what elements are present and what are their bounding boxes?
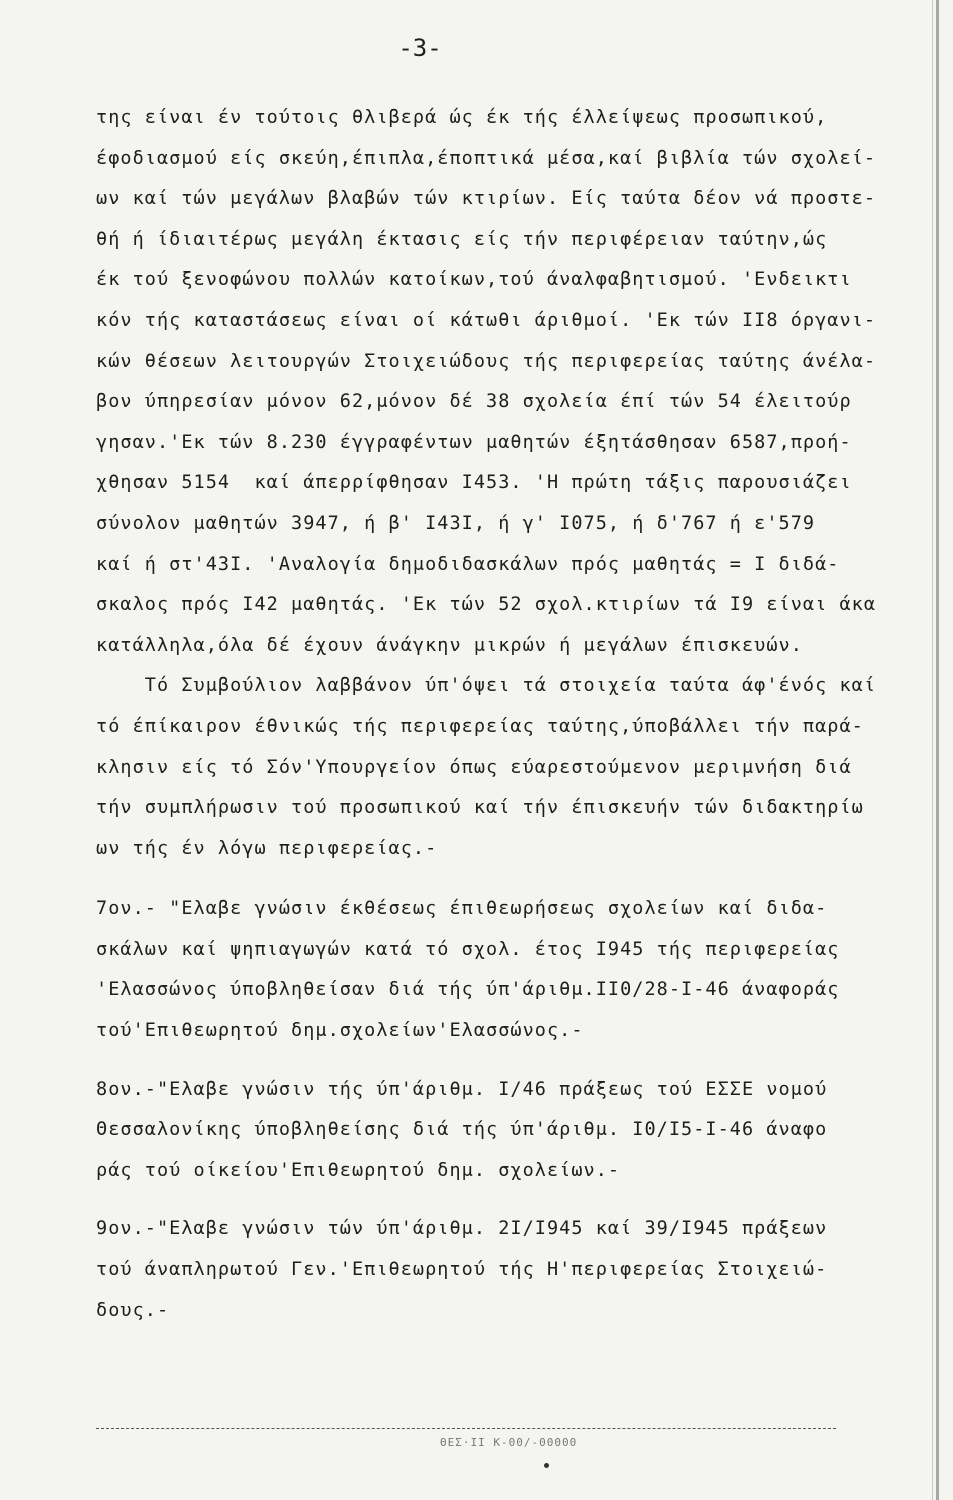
text-line: 7ον.- "Ελαβε γνώσιν έκθέσεως έπιθεωρήσεως σχολείων καί διδα- (96, 898, 828, 920)
text-line: 9ον.-"Ελαβε γνώσιν τών ύπ'άριθμ. 2Ι/Ι945 καί 39/Ι945 πράξεων (96, 1218, 828, 1240)
text-line: γησαν.'Εκ τών 8.230 έγγραφέντων μαθητών έξητάσθησαν 6587,προή- (96, 431, 852, 453)
text-line: θή ή ίδιαιτέρως μεγάλη έκτασις είς τήν περιφέρειαν ταύτην,ώς (96, 228, 828, 250)
text-line: ων καί τών μεγάλων βλαβών τών κτιρίων. Είς ταύτα δέον νά προστε- (96, 188, 877, 210)
text-line: σύνολον μαθητών 3947, ή β' Ι43Ι, ή γ' Ι075, ή δ'767 ή ε'579 (96, 512, 816, 534)
page-edge-line (932, 0, 933, 1500)
paragraph-gap (96, 1191, 926, 1209)
text-line: έφοδιασμού είς σκεύη,έπιπλα,έποπτικά μέσα,καί βιβλία τών σχολεί- (96, 147, 877, 169)
text-line: κών θέσεων λειτουργών Στοιχειώδους τής περιφερείας ταύτης άνέλα- (96, 350, 877, 372)
page-number: -3- (398, 34, 442, 62)
text-line: σκαλος πρός Ι42 μαθητάς. 'Εκ τών 52 σχολ.κτιρίων τά Ι9 είναι άκα (96, 594, 877, 616)
page-edge-shadow (936, 0, 939, 1500)
text-line: καί ή στ'43Ι. 'Αναλογία δημοδιδασκάλων πρός μαθητάς = Ι διδά- (96, 553, 840, 575)
text-line: δους.- (96, 1299, 170, 1321)
text-line: τού'Επιθεωρητού δημ.σχολείων'Ελασσώνος.- (96, 1020, 584, 1042)
paragraph (96, 98, 926, 869)
footer-stamp: ΘΕΣ·ΙΙ Κ-00/-00000 (440, 1436, 578, 1449)
text-line: Τό Συμβούλιον λαββάνον ύπ'όψει τά στοιχεία ταύτα άφ'ένός καί (96, 675, 877, 697)
page-mark (544, 1463, 549, 1468)
text-line: κόν τής καταστάσεως είναι οί κάτωθι άριθμοί. 'Εκ τών ΙΙ8 όργανι- (96, 309, 877, 331)
paragraph (96, 1209, 926, 1331)
text-line: βον ύπηρεσίαν μόνον 62,μόνον δέ 38 σχολεία έπί τών 54 έλειτούρ (96, 391, 852, 413)
text-line: τό έπίκαιρον έθνικώς τής περιφερείας ταύτης,ύποβάλλει τήν παρά- (96, 715, 864, 737)
text-line: ων τής έν λόγω περιφερείας.- (96, 837, 438, 859)
text-line: 'Ελασσώνος ύποβληθείσαν διά τής ύπ'άριθμ.ΙΙ0/28-Ι-46 άναφοράς (96, 979, 840, 1001)
text-line: κλησιν είς τό Σόν'Υπουργείον όπως εύαρεστούμενον μεριμνήση διά (96, 756, 852, 778)
text-line: χθησαν 5154 καί άπερρίφθησαν Ι453. 'Η πρώτη τάξις παρουσιάζει (96, 472, 852, 494)
footer-divider (96, 1428, 836, 1429)
text-line: κατάλληλα,όλα δέ έχουν άνάγκην μικρών ή μεγάλων έπισκευών. (96, 634, 803, 656)
paragraph (96, 1070, 926, 1192)
paragraph-gap (96, 869, 926, 889)
text-line: έκ τού ξενοφώνου πολλών κατοίκων,τού άναλφαβητισμού. 'Ενδεικτι (96, 269, 852, 291)
text-line: τήν συμπλήρωσιν τού προσωπικού καί τήν έπισκευήν τών διδακτηρίω (96, 797, 864, 819)
text-line: σκάλων καί ψηπιαγωγών κατά τό σχολ. έτος Ι945 τής περιφερείας (96, 938, 840, 960)
text-line: ράς τού οίκείου'Επιθεωρητού δημ. σχολείων.- (96, 1159, 621, 1181)
text-line: της είναι έν τούτοις θλιβερά ώς έκ τής έλλείψεως προσωπικού, (96, 107, 828, 128)
text-line: τού άναπληρωτού Γεν.'Επιθεωρητού τής Η'περιφερείας Στοιχειώ- (96, 1259, 828, 1281)
text-line: 8ον.-"Ελαβε γνώσιν τής ύπ'άριθμ. Ι/46 πράξεως τού ΕΣΣΕ νομού (96, 1078, 828, 1100)
text-line: Θεσσαλονίκης ύποβληθείσης διά τής ύπ'άριθμ. Ι0/Ι5-Ι-46 άναφο (96, 1119, 828, 1141)
paragraph-gap (96, 1052, 926, 1070)
paragraph (96, 889, 926, 1051)
document-body (96, 98, 926, 1331)
